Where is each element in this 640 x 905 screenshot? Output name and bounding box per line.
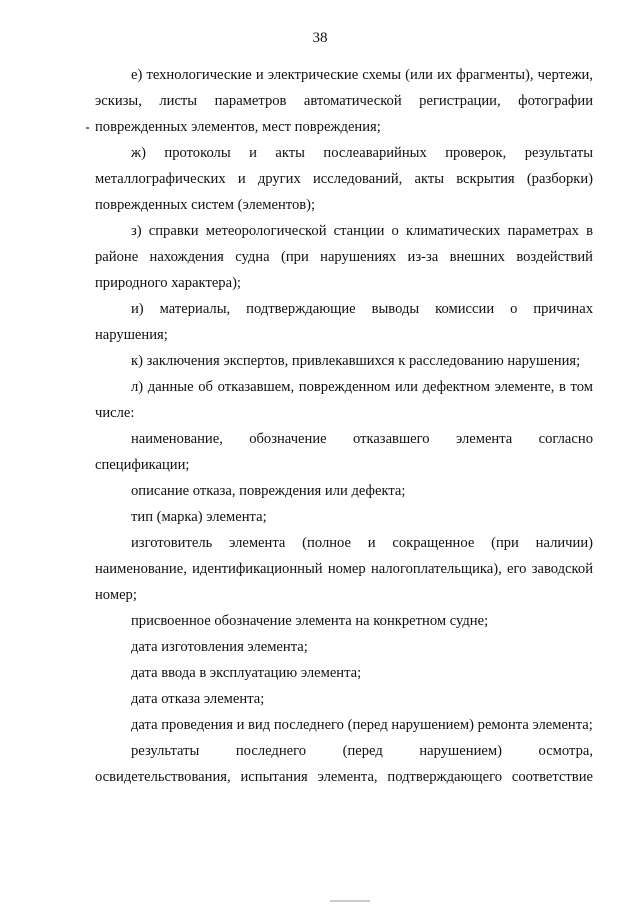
paragraph-l-name: наименование, обозначение отказавшего элемента согласно спецификации; <box>95 431 593 473</box>
paragraph-e: е) технологические и электрические схемы (или их фрагменты), чертежи, эскизы, листы параметров автоматической регистрации, фотографии поврежденных элементов, мест повреждения; <box>95 67 593 135</box>
paragraph-l-manufacturer: изготовитель элемента (полное и сокращенное (при наличии) наименование, идентификационный номер налогоплательщика), его заводской номер; <box>95 535 593 603</box>
paragraph-l-manufacture-date: дата изготовления элемента; <box>131 639 308 655</box>
paragraph-l-commission-date: дата ввода в эксплуатацию элемента; <box>131 665 362 681</box>
paragraph-l-type: тип (марка) элемента; <box>131 509 267 525</box>
scan-edge-mark <box>330 900 370 902</box>
document-body <box>95 62 593 790</box>
paragraph-l-designation: присвоенное обозначение элемента на конкретном судне; <box>131 613 489 629</box>
paragraph-k: к) заключения экспертов, привлекавшихся к расследованию нарушения; <box>131 353 581 369</box>
scan-mark <box>86 127 89 129</box>
paragraph-l-failure-date: дата отказа элемента; <box>131 691 265 707</box>
paragraph-l: л) данные об отказавшем, поврежденном или дефектном элементе, в том числе: <box>95 379 593 421</box>
paragraph-l-last-repair: дата проведения и вид последнего (перед нарушением) ремонта элемента; <box>131 717 593 733</box>
paragraph-l-last-inspection: результаты последнего (перед нарушением) осмотра, освидетельствования, испытания элемента, подтверждающего соответствие <box>95 743 593 785</box>
paragraph-l-description: описание отказа, повреждения или дефекта; <box>131 483 406 499</box>
paragraph-z: з) справки метеорологической станции о климатических параметрах в районе нахождения судна (при нарушениях из-за внешних воздействий природного характера); <box>95 223 593 291</box>
page-number: 38 <box>312 30 328 46</box>
paragraph-zh: ж) протоколы и акты послеаварийных проверок, результаты металлографических и других исследований, акты вскрытия (разборки) поврежденных систем (элементов); <box>95 145 593 213</box>
paragraph-i: и) материалы, подтверждающие выводы комиссии о причинах нарушения; <box>95 301 593 343</box>
